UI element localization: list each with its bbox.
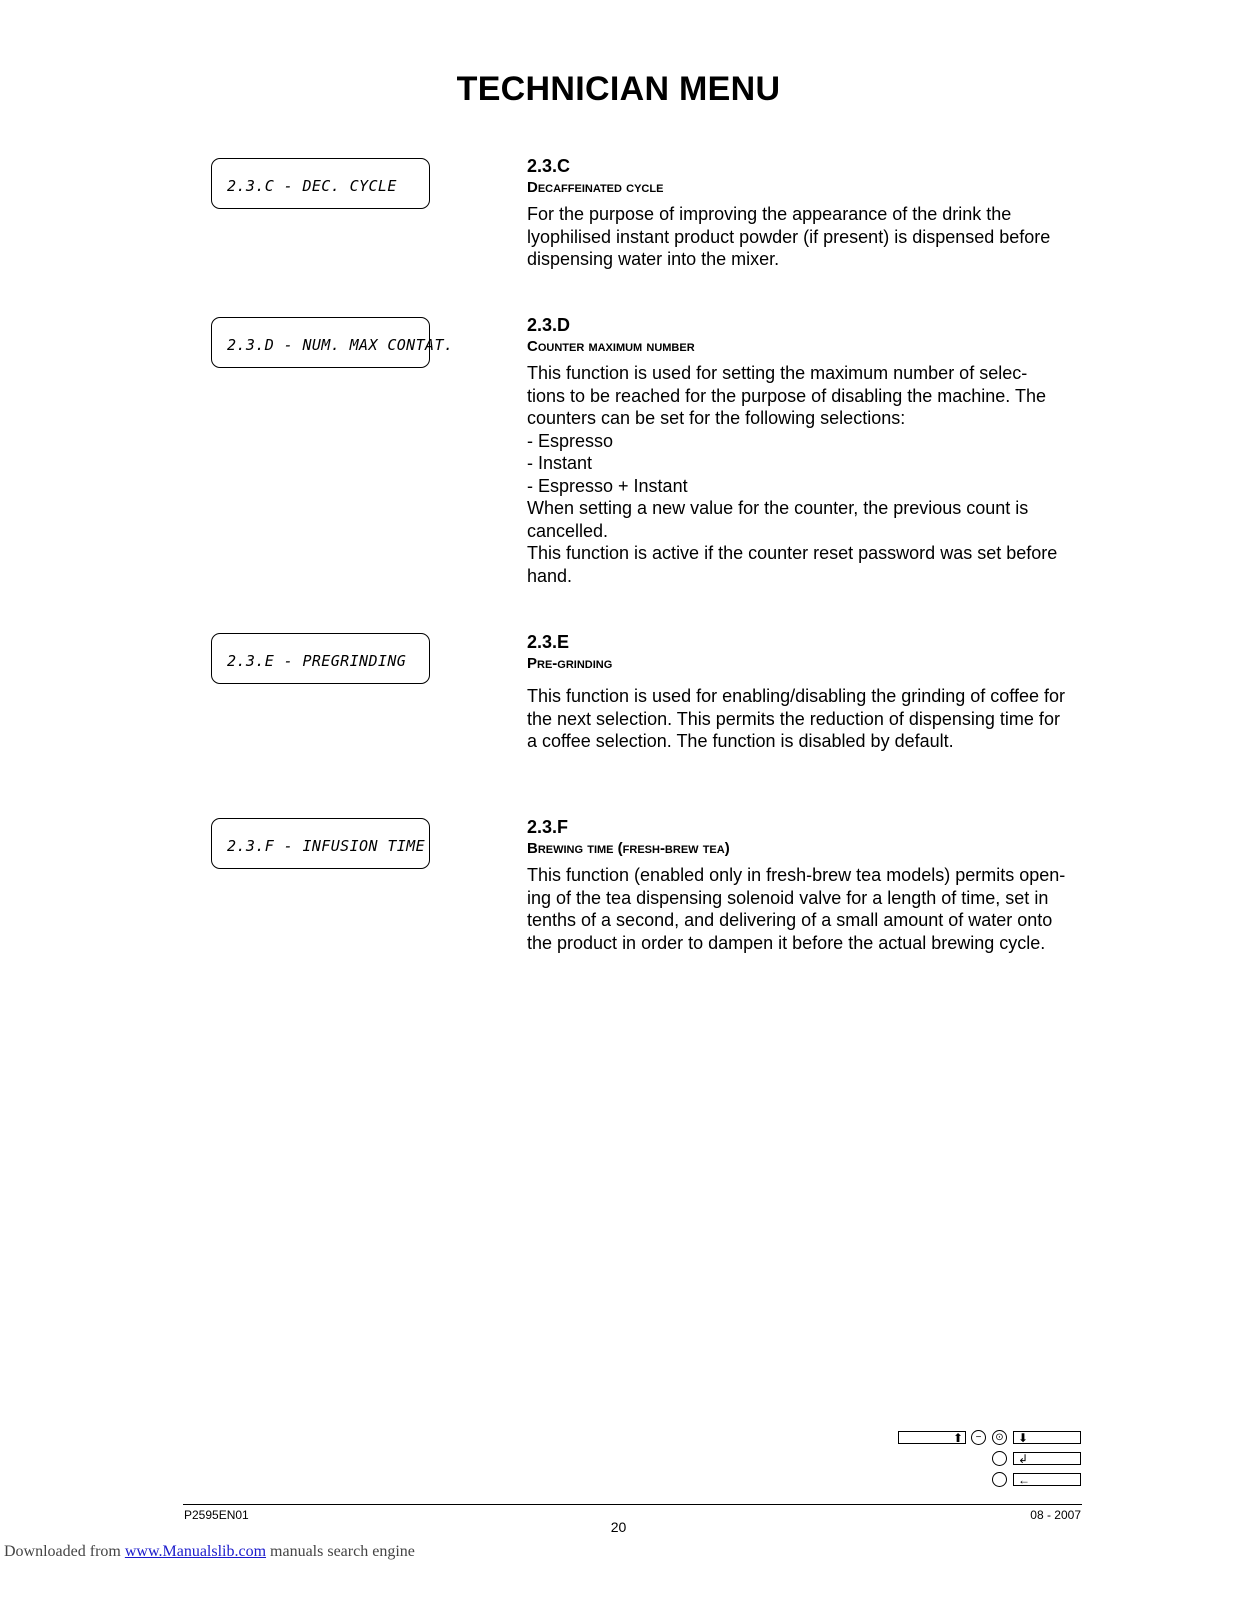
page-title: TECHNICIAN MENU [456, 70, 781, 108]
section-title: Decaffeinated cycle [527, 179, 664, 196]
section-paragraph: This function is used for setting the maximum number of selec- tions to be reached for the purpose of disabling the machine. The counters can be set for the following selections: - Espresso - Instant - Espresso + Instant When setting a new value for the counter, the previous count is cancelled. This function is active if the counter reset password was set before hand. [527, 363, 1058, 586]
section-title: Counter maximum number [527, 338, 695, 355]
section-title: Pre-grinding [527, 655, 613, 672]
lcd-text: 2.3.F - INFUSION TIME [227, 837, 426, 855]
section-paragraph: For the purpose of improving the appearance of the drink the lyophilised instant product powder (if present) is dispensed before dispensing water into the mixer. [527, 204, 1051, 269]
key-box-up [898, 1431, 966, 1444]
empty-circle-icon [992, 1451, 1007, 1466]
footer-divider [183, 1504, 1082, 1505]
lcd-display-infusion-time [211, 818, 430, 869]
key-box-enter [1013, 1452, 1081, 1465]
section-number: 2.3.D [527, 315, 571, 335]
key-legend [898, 1431, 1082, 1491]
arrow-down-icon: ⬇ [1018, 1431, 1029, 1445]
download-notice [4, 1543, 415, 1561]
empty-circle-icon [992, 1472, 1007, 1487]
key-box-down [1013, 1431, 1081, 1444]
page-number: 20 [610, 1519, 627, 1535]
lcd-display-dec-cycle [211, 158, 430, 209]
arrow-left-icon: ← [1018, 1473, 1030, 1487]
download-suffix: manuals search engine [266, 1543, 415, 1560]
manualslib-link[interactable]: www.Manualslib.com [124, 1543, 267, 1560]
return-arrow-icon: ↲ [1018, 1452, 1029, 1466]
section-title: Brewing time (fresh-brew tea) [527, 840, 730, 857]
section-2-3-d [527, 315, 1087, 587]
target-circle-icon: ⊙ [992, 1430, 1007, 1445]
download-prefix: Downloaded from [4, 1543, 125, 1560]
minus-circle-icon: − [971, 1430, 986, 1445]
section-number: 2.3.E [527, 632, 570, 652]
section-paragraph: This function (enabled only in fresh-brew tea models) permits open- ing of the tea dispensing solenoid valve for a length of time, set in tenths of a second, and delivering of a small amount of water onto the product in order to dampen it before the actual brewing cycle. [527, 865, 1066, 953]
lcd-text: 2.3.C - DEC. CYCLE [227, 177, 397, 195]
section-2-3-c [527, 156, 1087, 271]
document-date: 08 - 2007 [1030, 1508, 1081, 1522]
lcd-text: 2.3.E - PREGRINDING [227, 652, 407, 670]
document-code: P2595EN01 [184, 1508, 249, 1522]
section-2-3-e [527, 632, 1087, 753]
lcd-display-num-max-contat [211, 317, 454, 368]
section-2-3-f [527, 817, 1087, 954]
key-box-back [1013, 1473, 1081, 1486]
lcd-text: 2.3.D - NUM. MAX CONTAT. [227, 336, 454, 354]
arrow-up-icon: ⬆ [952, 1431, 963, 1445]
lcd-display-pregrinding [211, 633, 430, 684]
section-number: 2.3.C [527, 156, 571, 176]
section-paragraph: This function is used for enabling/disabling the grinding of coffee for the next selection. This permits the reduction of dispensing time for a coffee selection. The function is disabled by default. [527, 686, 1066, 751]
section-number: 2.3.F [527, 817, 569, 837]
